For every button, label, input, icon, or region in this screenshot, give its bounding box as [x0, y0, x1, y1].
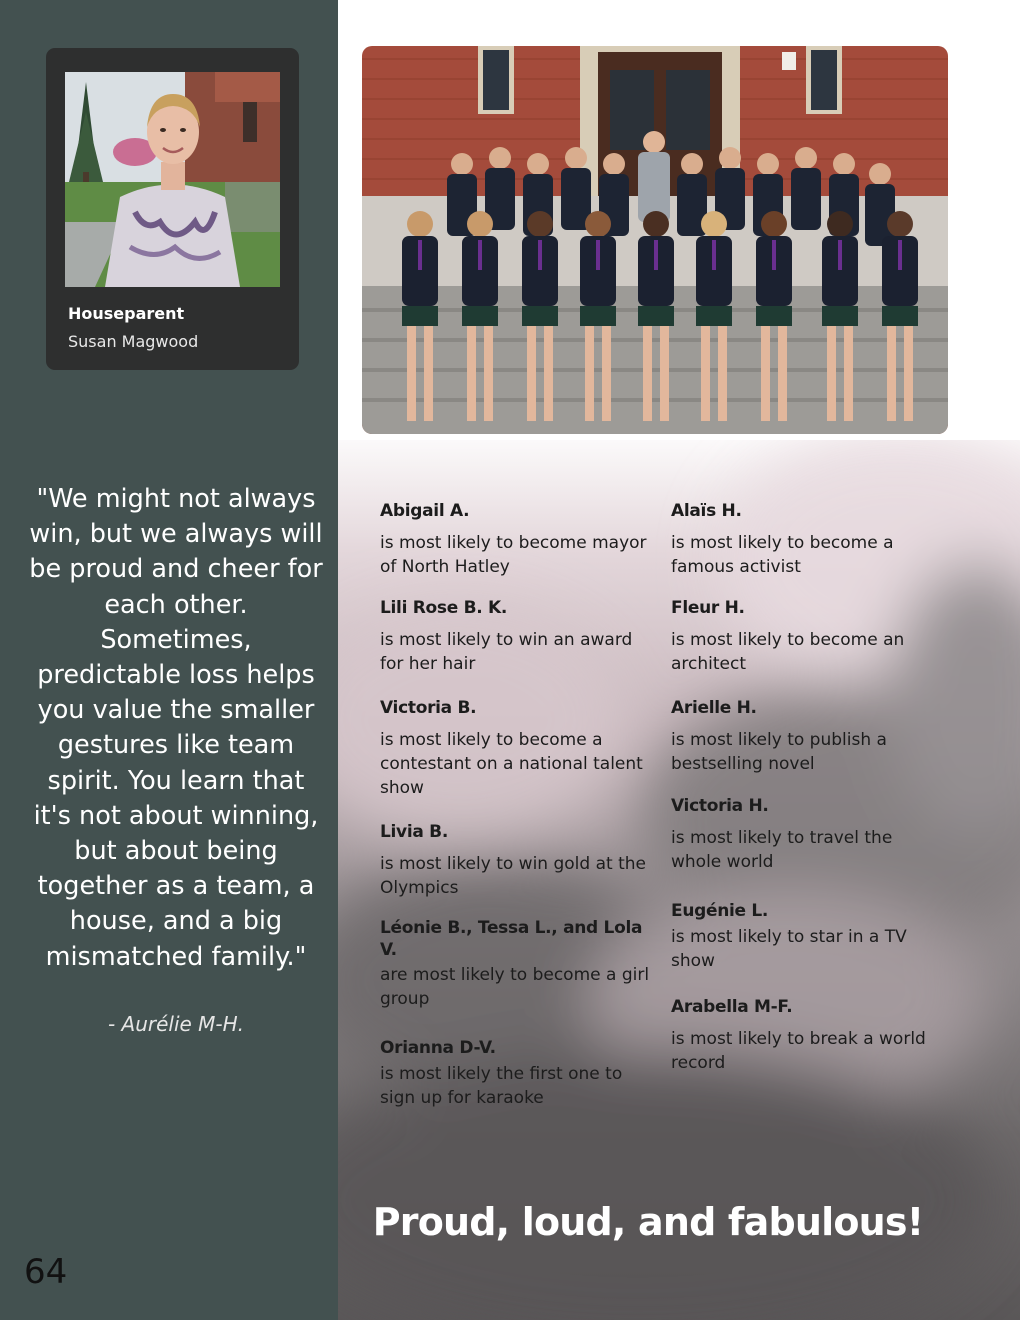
superlative-entry [671, 697, 941, 776]
superlative-text: is most likely to publish a bestselling novel [671, 730, 887, 774]
quote-text: "We might not always win, but we always will be proud and cheer for each other. Sometimes, predictable loss helps you value the smaller gestures like team spirit. You learn that it's not about winning, but about being together as a team, a house, and a big mismatched family." [29, 484, 323, 972]
student-name: Arabella M-F. [671, 997, 793, 1017]
superlative-entry [671, 500, 941, 579]
superlative-entry [671, 795, 941, 874]
superlative-entry [671, 597, 941, 676]
superlative-text: is most likely to become a famous activist [671, 533, 894, 577]
sidebar [0, 0, 338, 1320]
student-name: Eugénie L. [671, 901, 769, 921]
group-photo [362, 46, 948, 434]
student-name: Lili Rose B. K. [380, 598, 508, 618]
student-name: Livia B. [380, 822, 448, 842]
superlative-text: are most likely to become a girl group [380, 965, 650, 1009]
page-number: 64 [24, 1252, 68, 1292]
superlative-text: is most likely the first one to sign up for karaoke [380, 1064, 623, 1108]
superlative-text: is most likely to win gold at the Olympics [380, 854, 646, 898]
student-name: Abigail A. [380, 501, 470, 521]
student-name: Arielle H. [671, 698, 757, 718]
houseparent-name: Susan Magwood [68, 332, 199, 351]
superlative-text: is most likely to travel the whole world [671, 828, 893, 872]
student-name: Orianna D-V. [380, 1038, 496, 1058]
superlative-text: is most likely to win an award for her hair [380, 630, 633, 674]
superlative-entry [671, 996, 941, 1075]
superlative-text: is most likely to become mayor of North Hatley [380, 533, 647, 577]
main-panel [338, 0, 1020, 1320]
superlative-text: is most likely to break a world record [671, 1029, 926, 1073]
quote-author: - Aurélie M-H. [107, 1012, 245, 1036]
superlative-entry [380, 597, 650, 676]
student-name: Fleur H. [671, 598, 745, 618]
houseparent-role: Houseparent [68, 304, 185, 323]
superlative-entry [380, 500, 650, 579]
houseparent-card [46, 48, 299, 370]
houseparent-photo [65, 72, 280, 287]
superlative-text: is most likely to become a contestant on a national talent show [380, 730, 643, 798]
superlative-text: is most likely to star in a TV show [671, 927, 907, 971]
student-name: Léonie B., Tessa L., and Lola V. [380, 918, 643, 960]
superlative-entry [380, 917, 650, 1011]
student-name: Alaïs H. [671, 501, 742, 521]
superlative-text: is most likely to become an architect [671, 630, 905, 674]
student-name: Victoria B. [380, 698, 477, 718]
superlative-entry [380, 821, 650, 900]
slogan-heading: Proud, loud, and fabulous! [372, 1200, 924, 1244]
student-name: Victoria H. [671, 796, 769, 816]
superlative-entry [671, 900, 941, 973]
superlative-entry [380, 697, 650, 800]
superlative-entry [380, 1037, 650, 1110]
